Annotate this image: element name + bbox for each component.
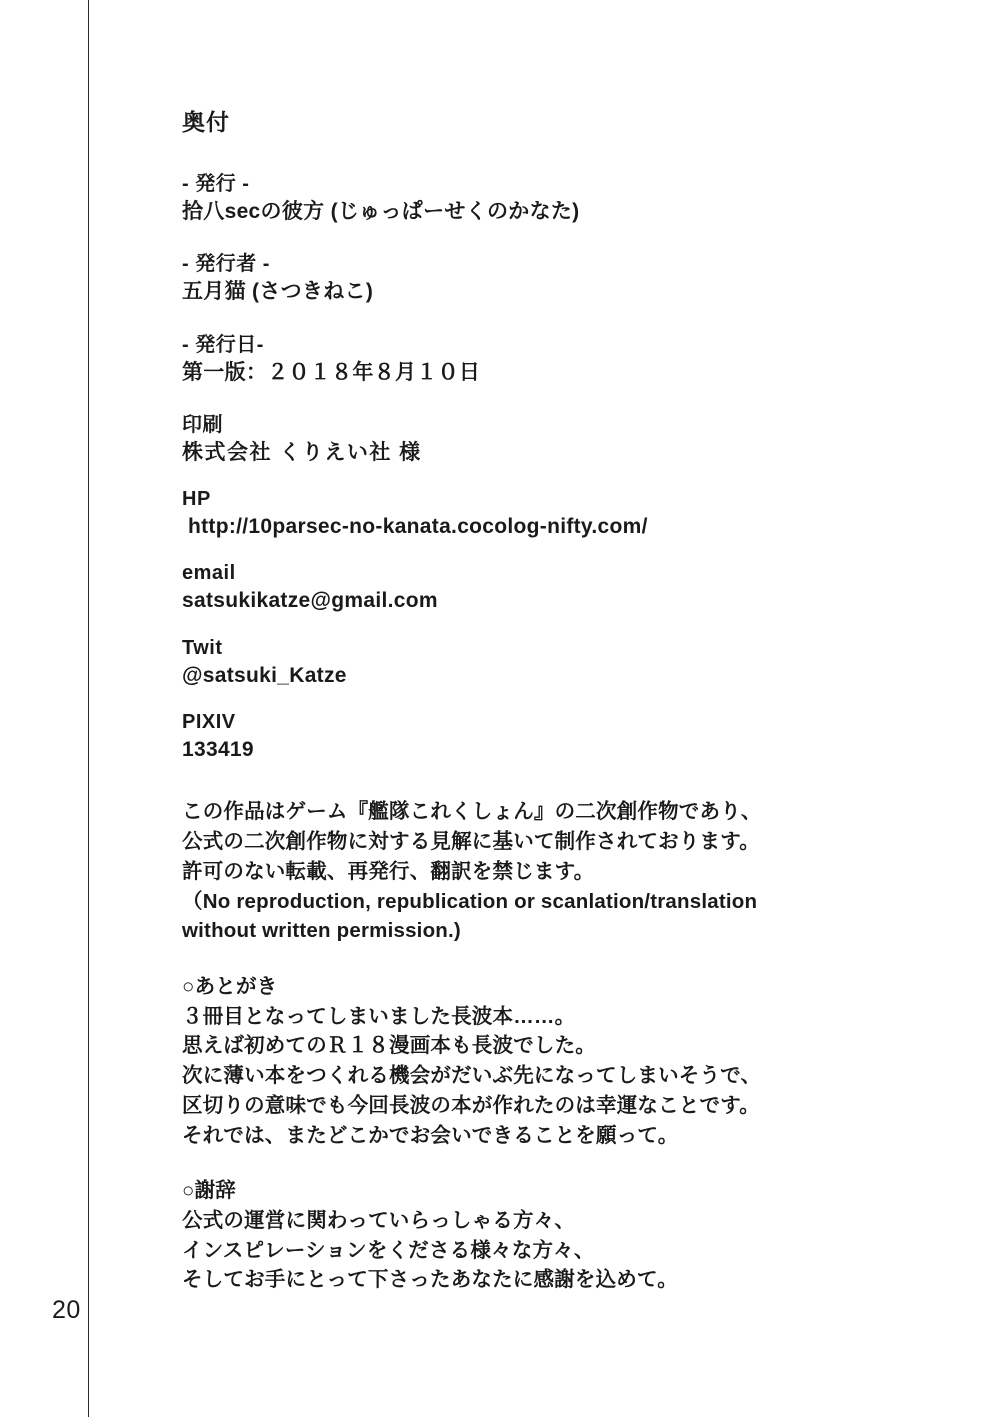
colophon-content	[182, 104, 882, 1321]
field-value: 第一版：２０１８年８月１０日	[182, 360, 481, 384]
pixiv-id[interactable]: 133419	[182, 738, 254, 762]
thanks-line: インスピレーションをくださる様々な方々、	[182, 1238, 595, 1262]
afterword-line: 次に薄い本をつくれる機会がだいぶ先になってしまいそうで、	[182, 1064, 762, 1088]
field-label: - 発行者 -	[182, 253, 270, 276]
field-publisher	[182, 247, 882, 305]
copyright-notice	[182, 797, 882, 946]
notice-line: （No reproduction, republication or scanlation/translation	[182, 889, 758, 913]
field-printer	[182, 408, 882, 466]
field-label: - 発行日-	[182, 333, 264, 356]
thanks-heading: ○謝辞	[182, 1179, 236, 1203]
field-label: 印刷	[182, 413, 223, 436]
field-label: email	[182, 562, 236, 585]
homepage-link[interactable]: http://10parsec-no-kanata.cocolog-nifty.com/	[188, 515, 648, 539]
field-twitter	[182, 637, 882, 689]
email-link[interactable]: satsukikatze@gmail.com	[182, 589, 438, 613]
page-number: 20	[52, 1296, 81, 1324]
field-pixiv	[182, 711, 882, 763]
afterword-line: ３冊目となってしまいました長波本……。	[182, 1004, 576, 1028]
field-email	[182, 562, 882, 614]
afterword-line: 区切りの意味でも今回長波の本が作れたのは幸運なことです。	[182, 1093, 760, 1117]
notice-line: 公式の二次創作物に対する見解に基いて制作されております。	[182, 830, 760, 854]
afterword-section	[182, 972, 882, 1150]
field-value: 拾八secの彼方 (じゅっぱーせくのかなた)	[182, 200, 580, 223]
notice-line: without written permission.)	[182, 919, 461, 943]
afterword-heading: ○あとがき	[182, 974, 278, 998]
afterword-line: 思えば初めてのＲ１８漫画本も長波でした。	[182, 1034, 596, 1058]
twitter-handle[interactable]: @satsuki_Katze	[182, 663, 347, 687]
field-publication-date	[182, 328, 882, 386]
notice-line: この作品はゲーム『艦隊これくしょん』の二次創作物であり、	[182, 800, 762, 824]
notice-line: 許可のない転載、再発行、翻訳を禁じます。	[182, 859, 595, 883]
thanks-section	[182, 1176, 882, 1295]
field-label: - 発行 -	[182, 173, 250, 195]
thanks-line: 公式の運営に関わっていらっしゃる方々、	[182, 1209, 576, 1232]
field-publication	[182, 167, 882, 225]
field-label: Twit	[182, 636, 223, 659]
field-label: PIXIV	[182, 711, 236, 734]
thanks-line: そしてお手にとって下さったあなたに感謝を込めて。	[182, 1268, 678, 1292]
field-label: HP	[182, 488, 211, 511]
afterword-line: それでは、またどこかでお会いできることを願って。	[182, 1123, 679, 1147]
gutter-rule	[88, 0, 89, 1417]
field-homepage	[182, 488, 882, 540]
page-title: 奥付	[182, 109, 230, 135]
field-value: 五月猫 (さつきねこ)	[182, 280, 374, 304]
field-value: 株式会社 くりえい社 様	[182, 440, 422, 464]
